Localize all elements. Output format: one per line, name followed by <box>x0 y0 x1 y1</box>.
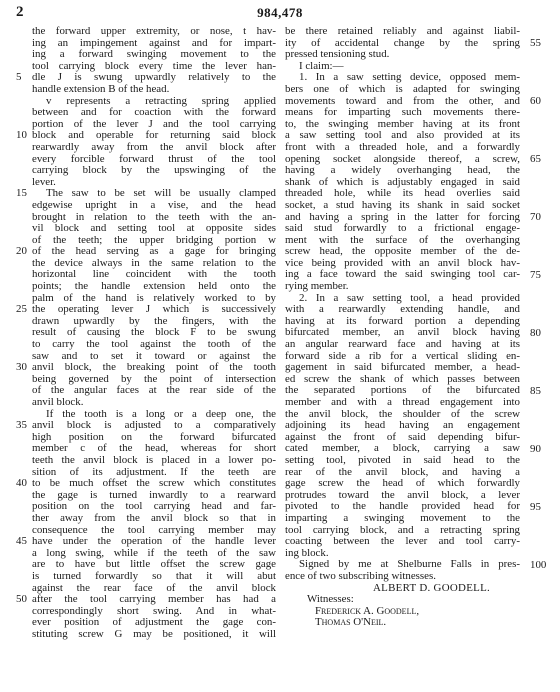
text-line: said stud forwardly to a frictional engage- <box>285 222 520 235</box>
text-line: points; the handle extension held onto the <box>32 280 276 293</box>
text-line: the separated portions of the bifurcated <box>285 384 520 397</box>
text-line: forward side a rib for a vertical sliding en- <box>285 349 520 362</box>
text-line: rear of the anvil block, and having a <box>285 465 520 478</box>
line-number: 100 <box>530 558 547 571</box>
text-line: is turned forwardly so that it will abut <box>32 569 276 582</box>
text-line: horizontal line coincident with the tooth <box>32 268 276 281</box>
text-line: screw head, the opposite member of the de- <box>285 245 520 258</box>
line-number: 60 <box>530 94 541 107</box>
text-line: coacting between the lever and tool carry- <box>285 535 520 548</box>
text-line: means for imparting such movements there- <box>285 106 520 119</box>
text-line: ence of two subscribing witnesses. <box>285 569 436 582</box>
line-number: 20 <box>16 245 27 258</box>
text-line: have under the operation of the handle lever <box>32 535 276 548</box>
line-number: 55 <box>530 36 541 49</box>
text-line: ed screw the shank of which passes between <box>285 372 520 385</box>
text-line: with a rearwardly extending handle, and <box>285 303 520 316</box>
text-line: the anvil block, the shoulder of the screw <box>285 407 520 420</box>
text-line: of the head serving as a gage for bringing <box>32 245 276 258</box>
text-line: bers one of which is adapted for swinging <box>285 82 520 95</box>
text-line: member and with a thread engagement into <box>285 396 520 408</box>
text-line: 2. In a saw setting tool, a head provided <box>299 291 520 304</box>
line-number: 40 <box>16 477 27 490</box>
text-line: ing a forward swinging movement to the <box>32 48 276 61</box>
line-number: 90 <box>530 442 541 455</box>
line-number: 80 <box>530 326 541 339</box>
text-line: a long swing, while if the teeth of the saw <box>32 546 276 559</box>
text-line: anvil block, the breaking point of the tooth <box>32 361 276 374</box>
text-line: rearwardly away from the anvil block after <box>32 140 276 153</box>
text-line: ever position of adjustment the gage con- <box>32 616 276 629</box>
text-line: portion of the lever J and the tool carrying <box>32 117 276 130</box>
text-line: against the front of said depending bifur- <box>285 430 520 443</box>
text-line: tool carrying block, and a retracting spring <box>285 523 520 536</box>
text-line: opening socket alongside thereof, a screw, <box>285 152 520 165</box>
text-line: having a widely overhanging head, the <box>285 164 520 177</box>
text-line: of the teeth; the upper bridging portion w <box>32 233 276 246</box>
text-line: and having a spring in the latter for forcing <box>285 210 520 223</box>
text-line: vil block and setting tool at opposite sides <box>32 222 276 235</box>
text-line: anvil block is adjusted to a comparatively <box>32 419 276 432</box>
text-line: cated member, a block, carrying a saw <box>285 442 520 455</box>
text-line: Signed by me at Shelburne Falls in pres- <box>299 558 520 571</box>
text-line: front with a threaded hole, and a forwardly <box>285 140 520 153</box>
text-line: ALBERT D. GOODELL. <box>373 581 491 594</box>
text-line: ing an impingement against and for impart- <box>32 36 276 49</box>
text-line: are to have but little offset the screw gage <box>32 558 276 571</box>
text-line: gagement in said bifurcated member, a head- <box>285 361 520 374</box>
text-line: being governed by the point of intersection <box>32 372 276 385</box>
text-line: 1. In a saw setting device, opposed mem- <box>299 71 520 84</box>
line-number: 30 <box>16 361 27 374</box>
text-line: the operating lever J which is successively <box>32 303 276 316</box>
text-line: tool carrying block every time the lever han- <box>32 59 276 72</box>
text-line: setting tool, pivoted in said head to the <box>285 453 520 466</box>
text-line: Witnesses: <box>307 593 354 606</box>
text-line: imparting a swinging movement to the <box>285 511 520 524</box>
line-number: 25 <box>16 303 27 316</box>
text-line: ing a face toward the said swinging tool car- <box>285 268 520 281</box>
text-line: pressed tensioning stud. <box>285 48 390 61</box>
left-text-column <box>32 26 276 640</box>
text-line: the forward upper extremity, or nose, t hav- <box>32 25 276 37</box>
text-line: ity of accidental change by the spring <box>285 36 520 49</box>
text-line: socket, a stud having its shank in said socket <box>285 198 520 211</box>
text-line: v represents a retracting spring applied <box>46 94 276 107</box>
line-number: 5 <box>16 71 22 84</box>
line-number: 10 <box>16 129 27 142</box>
text-line: every forcible forward thrust of the tool <box>32 152 276 165</box>
text-line: shank of which is adjustably engaged in said <box>285 175 520 188</box>
text-line: ing block. <box>285 546 329 559</box>
text-line: rying member. <box>285 280 349 293</box>
text-line: of the angular faces at the rear side of the <box>32 384 276 397</box>
text-line: saw and to set it toward or against the <box>32 349 276 362</box>
text-line: having at its forward portion a depending <box>285 314 520 327</box>
text-line: protrudes toward the anvil block, a lever <box>285 488 520 501</box>
text-line: an angular rearward face and having at its <box>285 338 520 351</box>
text-line: between and for coaction with the forward <box>32 106 276 119</box>
text-line: ment with the surface of the overhanging <box>285 233 520 246</box>
text-line: Thomas O'Neil. <box>315 616 387 629</box>
page-number: 2 <box>16 4 24 20</box>
line-number: 65 <box>530 152 541 165</box>
text-line: adjoining its head having an engagement <box>285 419 520 432</box>
patent-number: 984,478 <box>257 5 303 20</box>
text-line: position on the tool carrying head and far- <box>32 500 276 513</box>
text-line: anvil block. <box>32 396 84 408</box>
line-number: 50 <box>16 593 27 606</box>
text-line: be there retained reliably and against liabil- <box>285 25 520 37</box>
text-line: bifurcated member, an anvil block having <box>285 326 520 339</box>
line-number: 15 <box>16 187 27 200</box>
text-line: result of causing the block F to be swung <box>32 326 276 339</box>
text-line: drawn upwardly by the fingers, with the <box>32 314 276 327</box>
text-line: carrying block by the upswinging of the <box>32 164 276 177</box>
text-line: movements toward and from the other, and <box>285 94 520 107</box>
text-line: the gage is turned inwardly to a rearward <box>32 488 276 501</box>
text-line: against the rear face of the anvil block <box>32 581 276 594</box>
line-number: 75 <box>530 268 541 281</box>
text-line: vice being provided with an anvil block hav- <box>285 256 520 269</box>
right-text-column <box>285 26 520 629</box>
text-line: gage screw the head of which forwardly <box>285 477 520 490</box>
text-line: stituting screw G may be positioned, it will <box>32 627 276 640</box>
text-line: dle J is swung upwardly relatively to the <box>32 71 276 84</box>
text-line: to be much offset the screw which constitutes <box>32 477 276 490</box>
text-line: after the tool carrying member has had a <box>32 593 276 606</box>
line-number: 45 <box>16 535 27 548</box>
text-line: correspondingly short swing. And in what- <box>32 604 276 617</box>
text-line: I claim:— <box>299 59 344 72</box>
line-number: 35 <box>16 419 27 432</box>
text-line: edgewise upright in a vise, and the head <box>32 198 276 211</box>
text-line: pivoted to the handle provided head for <box>285 500 520 513</box>
text-line: If the tooth is a long or a deep one, the <box>46 407 276 420</box>
text-line: lever. <box>32 175 56 188</box>
text-line: palm of the hand is relatively worked to by <box>32 291 276 304</box>
line-number: 85 <box>530 384 541 397</box>
text-line: to carry the tool against the tooth of the <box>32 338 276 351</box>
text-line: member c of the head, whereas for short <box>32 442 276 455</box>
text-line: The saw to be set will be usually clamped <box>46 187 276 200</box>
text-line: Frederick A. Goodell, <box>315 604 420 617</box>
text-line: brought in relation to the teeth with the an- <box>32 210 276 223</box>
line-number: 70 <box>530 210 541 223</box>
text-line: threaded hole, while its head overlies said <box>285 187 520 200</box>
text-line: a saw setting tool and also provided at its <box>285 129 520 142</box>
text-line: sition of its adjustment. If the teeth are <box>32 465 276 478</box>
text-line: ther away from the anvil block so that in <box>32 511 276 524</box>
text-line: teeth the anvil block is placed in a lower po- <box>32 453 276 466</box>
text-line: high position on the forward bifurcated <box>32 430 276 443</box>
text-line: consequence the tool carrying member may <box>32 523 276 536</box>
line-number: 95 <box>530 500 541 513</box>
text-line: to, the swinging member having at its front <box>285 117 520 130</box>
text-line: block and operable for returning said block <box>32 129 276 142</box>
text-line: handle extension B of the head. <box>32 82 170 95</box>
text-line: the device always in the same relation to the <box>32 256 276 269</box>
